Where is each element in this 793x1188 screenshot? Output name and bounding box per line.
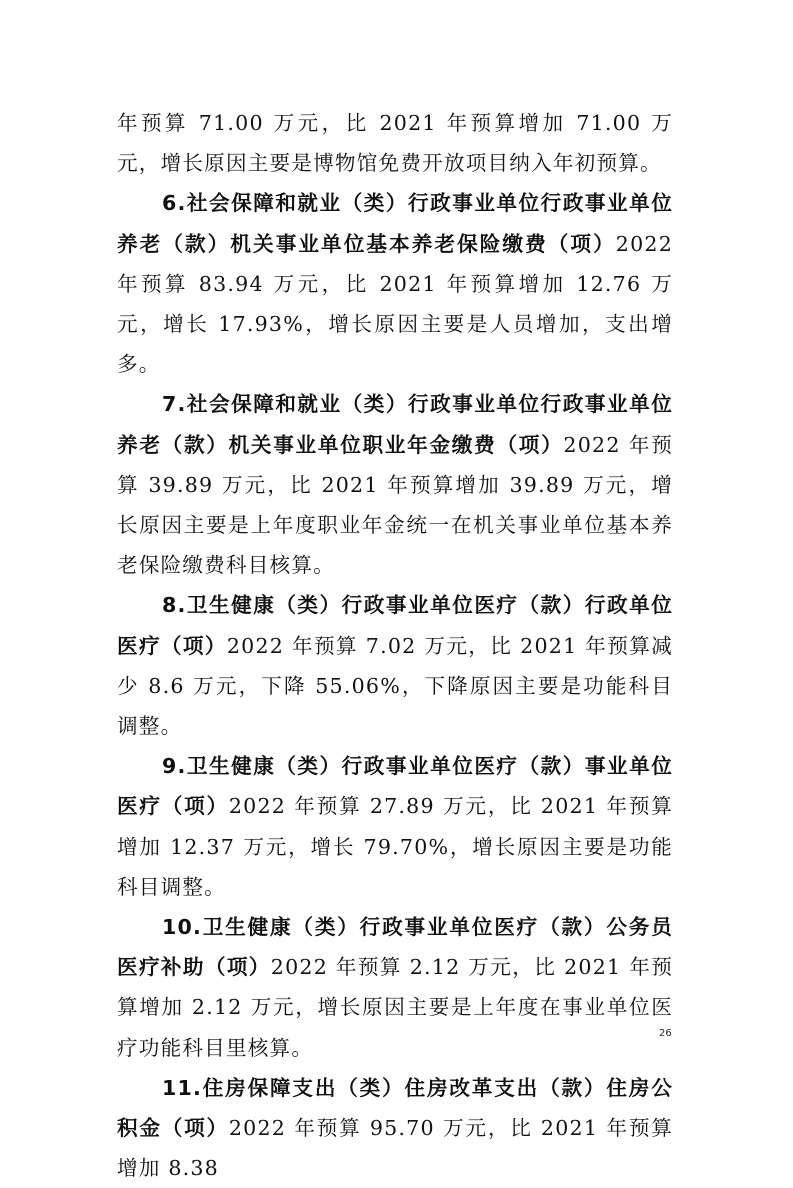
page-number: 26 (659, 1028, 672, 1039)
paragraph-text: 2022 年预算 95.70 万元，比 2021 年预算增加 8.38 (117, 1116, 673, 1181)
paragraph-heading: 11.住房保障支出（类）住房改革支出（款）住房公积金（项） (117, 1075, 673, 1141)
paragraph-text: 2022 年预算 2.12 万元，比 2021 年预算增加 2.12 万元，增长原因主要是上年度在事业单位医疗功能科目里核算。 (117, 955, 673, 1060)
paragraph-text: 年预算 71.00 万元，比 2021 年预算增加 71.00 万元，增长原因主要是博物馆免费开放项目纳入年初预算。 (117, 111, 673, 176)
paragraph-text: 2022 年预算 83.94 万元，比 2021 年预算增加 12.76 万元，增长 17.93%，增长原因主要是人员增加，支出增多。 (117, 231, 673, 377)
paragraph-item-6 (117, 183, 673, 384)
paragraph-heading: 7.社会保障和就业（类）行政事业单位行政事业单位养老（款）机关事业单位职业年金缴费（项） (117, 392, 673, 457)
paragraph-item-10 (117, 907, 673, 1068)
paragraph-item-8 (117, 585, 673, 746)
paragraph-item-9 (117, 746, 673, 907)
paragraph-item-7 (117, 384, 673, 585)
paragraph-heading: 10.卫生健康（类）行政事业单位医疗（款）公务员医疗补助（项） (117, 915, 673, 980)
paragraph-heading: 9.卫生健康（类）行政事业单位医疗（款）事业单位医疗（项） (117, 754, 673, 819)
document-body (117, 103, 673, 1188)
paragraph-text: 2022 年预算 27.89 万元，比 2021 年预算增加 12.37 万元，增长 79.70%，增长原因主要是功能科目调整。 (117, 794, 673, 899)
paragraph-heading: 6.社会保障和就业（类）行政事业单位行政事业单位养老（款）机关事业单位基本养老保险缴费（项） (117, 191, 673, 256)
paragraph-heading: 8.卫生健康（类）行政事业单位医疗（款）行政单位医疗（项） (117, 593, 673, 658)
paragraph-text: 2022 年预算 7.02 万元，比 2021 年预算减少 8.6 万元，下降 55.06%，下降原因主要是功能科目调整。 (117, 633, 673, 739)
paragraph-continuation (117, 103, 673, 183)
paragraph-item-11 (117, 1068, 673, 1188)
paragraph-text: 2022 年预算 39.89 万元，比 2021 年预算增加 39.89 万元，增长原因主要是上年度职业年金统一在机关事业单位基本养老保险缴费科目核算。 (117, 432, 674, 578)
